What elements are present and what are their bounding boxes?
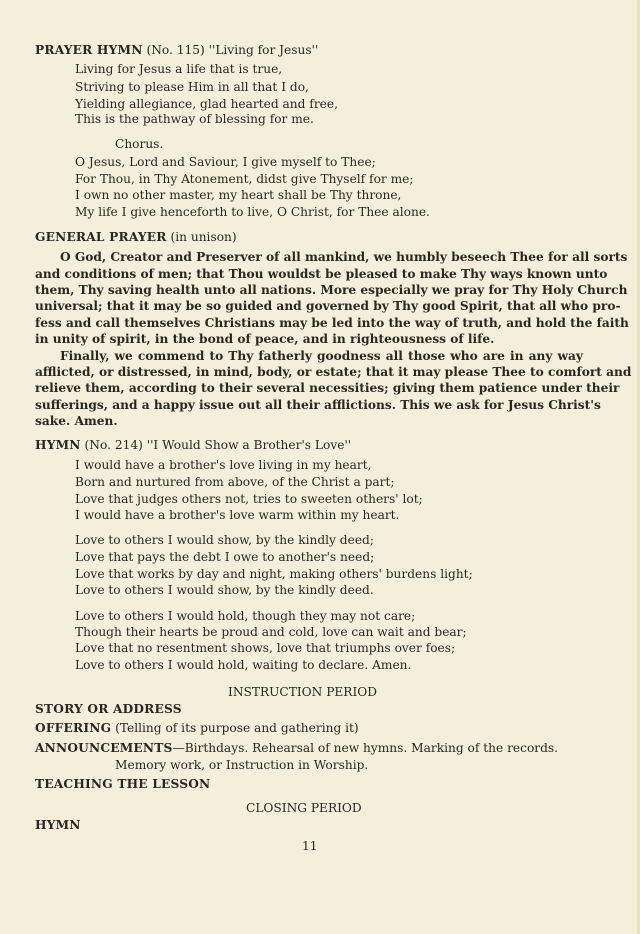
- hymn-label: HYMN: [35, 438, 81, 452]
- prayer-line: afflicted, or distressed, in mind, body, or estate; that it may please Thee to comfort and: [35, 365, 632, 379]
- prayer-line: sake. Amen.: [35, 414, 118, 428]
- stanza-line: I would have a brother's love warm within my heart.: [75, 508, 400, 522]
- hymn-info: (No. 214) ''I Would Show a Brother's Love'': [84, 438, 352, 452]
- stanza-line: Born and nurtured from above, of the Christ a part;: [75, 475, 395, 489]
- stanza-line: Love to others I would hold, though they may not care;: [75, 609, 416, 623]
- announcements-text: —Birthdays. Rehearsal of new hymns. Marking of the records.: [172, 741, 559, 755]
- stanza-line: I would have a brother's love living in my heart,: [75, 458, 372, 472]
- offering-text: (Telling of its purpose and gathering it): [115, 721, 359, 735]
- offering-line: [35, 721, 359, 736]
- final-hymn-heading: HYMN: [35, 818, 81, 832]
- stanza-line: Love that judges others not, tries to sweeten others' lot;: [75, 492, 423, 506]
- prayer-hymn-info: (No. 115) ''Living for Jesus'': [146, 43, 319, 57]
- prayer-line: Finally, we commend to Thy fatherly goodness all those who are in any way: [60, 349, 583, 363]
- prayer-line: sufferings, and a happy issue out all their afflictions. This we ask for Jesus Christ's: [35, 398, 601, 412]
- prayer-line: relieve them, according to their several necessities; giving them patience under their: [35, 381, 620, 395]
- verse-line: Living for Jesus a life that is true,: [75, 62, 283, 76]
- offering-label: OFFERING: [35, 721, 112, 735]
- prayer-line: in unity of spirit, in the bond of peace, and in righteousness of life.: [35, 332, 495, 346]
- prayer-line: O God, Creator and Preserver of all mankind, we humbly beseech Thee for all sorts: [60, 250, 628, 264]
- chorus-label: Chorus.: [115, 137, 164, 151]
- page-number: 11: [302, 839, 318, 853]
- prayer-line: and conditions of men; that Thou wouldst be pleased to make Thy ways known unto: [35, 267, 608, 281]
- stanza-line: Love that no resentment shows, love that triumphs over foes;: [75, 641, 456, 655]
- teaching-heading: TEACHING THE LESSON: [35, 777, 211, 791]
- instruction-period-heading: INSTRUCTION PERIOD: [228, 685, 378, 699]
- announcements-line: [35, 741, 558, 756]
- announcements-continued: Memory work, or Instruction in Worship.: [115, 758, 369, 772]
- stanza-line: Though their hearts be proud and cold, love can wait and bear;: [75, 625, 467, 639]
- prayer-line: fess and call themselves Christians may be led into the way of truth, and hold the faith: [35, 316, 629, 330]
- prayer-line: them, Thy saving health unto all nations. More especially we pray for Thy Holy Church: [35, 283, 628, 297]
- general-prayer-info: (in unison): [170, 230, 237, 244]
- stanza-line: Love to others I would hold, waiting to declare. Amen.: [75, 658, 412, 672]
- verse-line: Yielding allegiance, glad hearted and free,: [75, 97, 338, 111]
- announcements-label: ANNOUNCEMENTS: [35, 741, 173, 755]
- stanza-line: Love that pays the debt I owe to another's need;: [75, 550, 375, 564]
- prayer-line: universal; that it may be so guided and governed by Thy good Spirit, that all who pro-: [35, 299, 621, 313]
- stanza-line: Love that works by day and night, making others' burdens light;: [75, 567, 473, 581]
- chorus-line: O Jesus, Lord and Saviour, I give myself to Thee;: [75, 155, 376, 169]
- story-heading: STORY OR ADDRESS: [35, 702, 182, 716]
- hymn-heading: [35, 438, 351, 453]
- verse-line: This is the pathway of blessing for me.: [75, 112, 314, 126]
- general-prayer-heading: [35, 230, 237, 245]
- chorus-line: My life I give henceforth to live, O Christ, for Thee alone.: [75, 205, 430, 219]
- chorus-line: For Thou, in Thy Atonement, didst give Thyself for me;: [75, 172, 414, 186]
- stanza-line: Love to others I would show, by the kindly deed.: [75, 583, 374, 597]
- closing-period-heading: CLOSING PERIOD: [246, 801, 362, 815]
- verse-line: Striving to please Him in all that I do,: [75, 80, 309, 94]
- general-prayer-label: GENERAL PRAYER: [35, 230, 167, 244]
- chorus-line: I own no other master, my heart shall be Thy throne,: [75, 188, 402, 202]
- prayer-hymn-label: PRAYER HYMN: [35, 43, 143, 57]
- prayer-hymn-heading: [35, 43, 318, 58]
- stanza-line: Love to others I would show, by the kindly deed;: [75, 533, 374, 547]
